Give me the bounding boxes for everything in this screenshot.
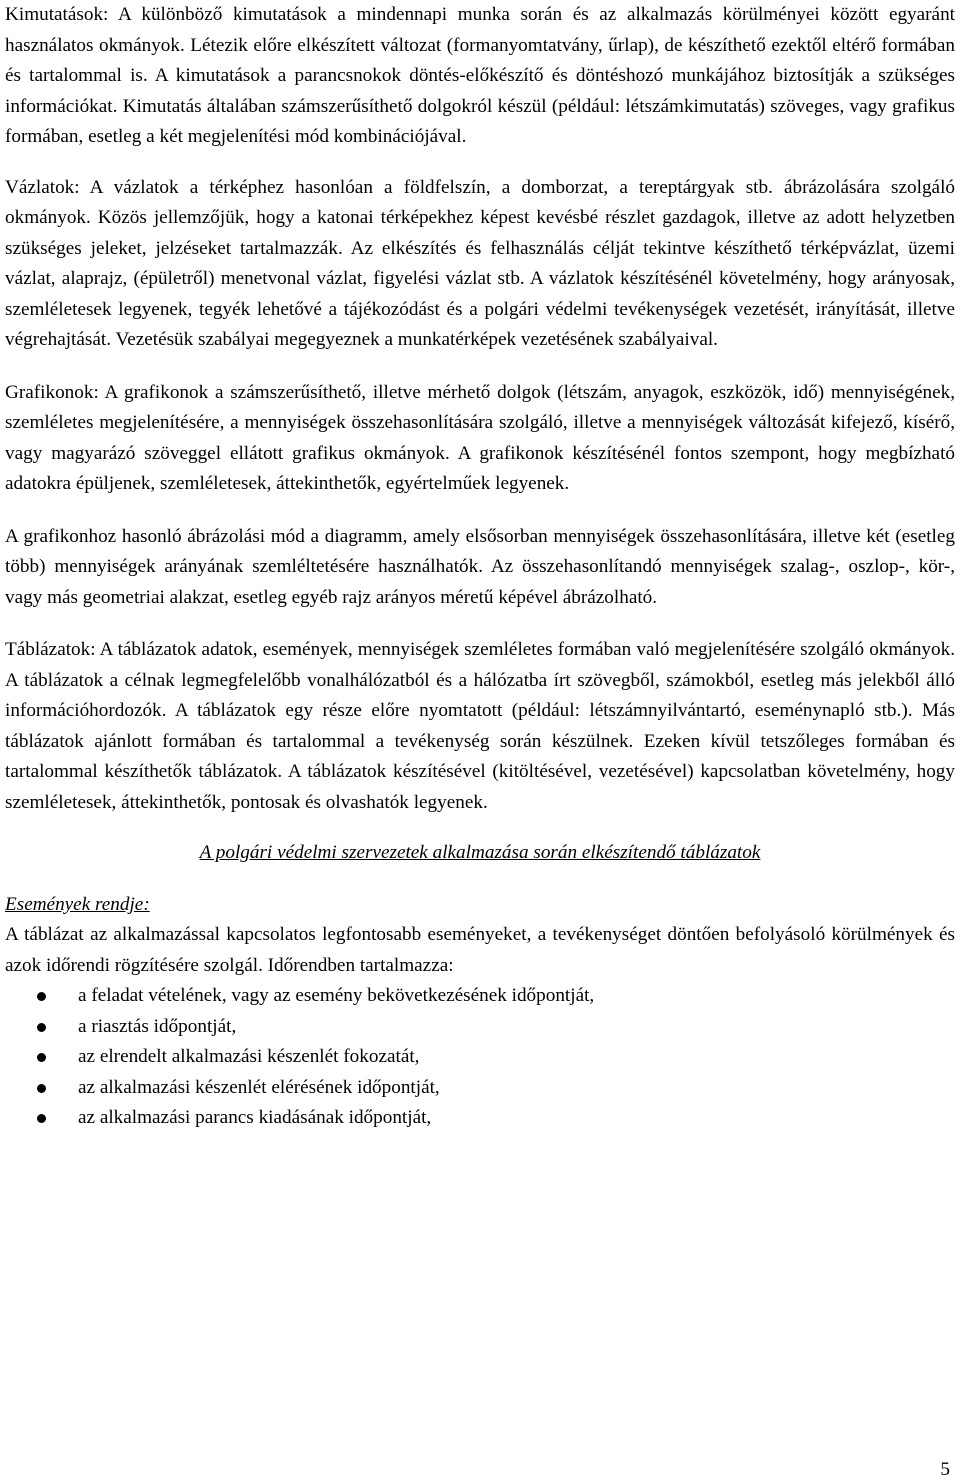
bullet-icon (37, 1053, 46, 1062)
bullet-icon (37, 1114, 46, 1123)
section-heading: A polgári védelmi szervezetek alkalmazása során elkészítendő táblázatok (199, 842, 761, 863)
bullet-list (5, 981, 955, 1134)
list-item: a feladat vételének, vagy az esemény bekövetkezésének időpontját, (5, 981, 955, 1012)
paragraph-vazlatok: Vázlatok: A vázlatok a térképhez hasonlóan a földfelszín, a domborzat, a tereptárgyak stb. ábrázolására szolgáló okmányok. Közös jellemzőjük, hogy a katonai térképekhez képest kevésbé részlet gazdagok, illetve az adott helyzetben szükséges jeleket, jelzéseket tartalmazzák. Az elkészítés és felhasználás célját tekintve készíthető térképvázlat, üzemi vázlat, alaprajz, (épületről) menetvonal vázlat, figyelési vázlat stb. A vázlatok készítésénél követelmény, hogy arányosak, szemléletesek legyenek, tegyék lehetővé a tájékozódást és a polgári védelmi tevékenységek vezetését, irányítását, illetve végrehajtását. Vezetésük szabályai megegyeznek a munkatérképek vezetésének szabályaival. (5, 176, 955, 350)
bullet-icon (37, 1023, 46, 1032)
paragraph-tablazatok: Táblázatok: A táblázatok adatok, események, mennyiségek szemléletes formában való megjelenítésére szolgáló okmányok. A táblázatok a célnak legmegfelelőbb vonalhálózatból és a hálózatba írt szövegből, számokból, esetleg más jelekből álló információhordozók. A táblázatok egy része előre nyomtatott (például: létszámnyilvántartó, eseménynapló stb.). Más táblázatok ajánlott formában és tartalommal a tevékenység során készülnek. Ezeken kívül tetszőleges formában és tartalommal készíthetők táblázatok. A táblázatok készítésével (kitöltésével, vezetésével) kapcsolatban követelmény, hogy szemléletesek, áttekinthetők, pontosak és olvashatók legyenek. (5, 639, 955, 813)
list-item: az alkalmazási parancs kiadásának időpontját, (5, 1103, 955, 1134)
document-page (5, 0, 955, 1134)
subheading: Események rendje: (5, 894, 150, 915)
bullet-icon (37, 1084, 46, 1093)
paragraph-kimutatasok: Kimutatások: A különböző kimutatások a mindennapi munka során és az alkalmazás körülményei között egyaránt használatos okmányok. Létezik előre elkészített változat (formanyomtatvány, űrlap), de készíthető ezektől eltérő formában és tartalommal is. A kimutatások a parancsnokok döntés-előkészítő és döntéshozó munkájához biztosítják a szükséges információkat. Kimutatás általában számszerűsíthető dolgokról készül (például: létszámkimutatás) szöveges, vagy grafikus formában, esetleg a két megjelenítési mód kombinációjával. (5, 4, 955, 147)
list-item: az elrendelt alkalmazási készenlét fokozatát, (5, 1042, 955, 1073)
bullet-icon (37, 992, 46, 1001)
page-number: 5 (940, 1459, 950, 1480)
paragraph-grafikonok: Grafikonok: A grafikonok a számszerűsíthető, illetve mérhető dolgok (létszám, anyagok, eszközök, idő) mennyiségének, szemléletes megjelenítésére, a mennyiségek összehasonlítására szolgáló, illetve a mennyiségek változását kifejező, kísérő, vagy magyarázó szöveggel ellátott grafikus okmányok. A grafikonok készítésénél fontos szempont, hogy megbízható adatokra épüljenek, szemléletesek, áttekinthetők, egyértelműek legyenek. (5, 381, 955, 494)
intro-paragraph: A táblázat az alkalmazással kapcsolatos legfontosabb eseményeket, a tevékenységet döntően befolyásoló körülmények és azok időrendi rögzítésére szolgál. Időrendben tartalmazza: (5, 924, 955, 976)
paragraph-diagramm: A grafikonhoz hasonló ábrázolási mód a diagramm, amely elsősorban mennyiségek összehasonlítására, illetve két (esetleg több) mennyiségek arányának szemléltetésére használhatók. Az összehasonlítandó mennyiségek szalag-, oszlop-, kör-, vagy más geometriai alakzat, esetleg egyéb rajz arányos méretű képével ábrázolható. (5, 525, 955, 608)
list-item: a riasztás időpontját, (5, 1012, 955, 1043)
list-item: az alkalmazási készenlét elérésének időpontját, (5, 1073, 955, 1104)
